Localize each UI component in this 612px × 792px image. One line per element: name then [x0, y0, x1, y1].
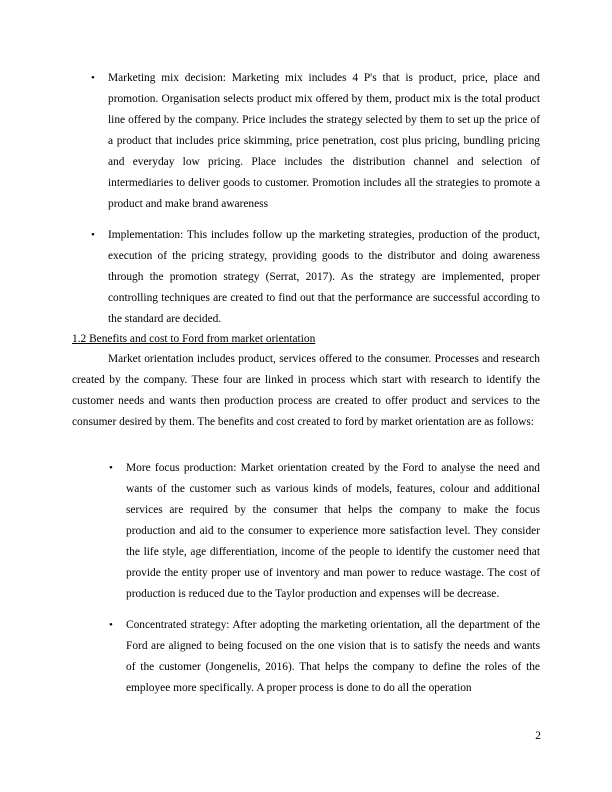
benefits-list: [0, 458, 612, 699]
list-item-text: More focus production: Market orientation created by the Ford to analyse the need and wants of the customer such as various kinds of models, features, colour and additional services are required by the consumer that helps the company to make the focus production and aid to the consumer to experience more satisfaction level. They consider the life style, age differentiation, income of the people to identify the customer need that provide the entity proper use of inventory and man power to reduce wastage. The cost of production is reduced due to the Taylor production and expenses will be decrease.: [126, 462, 540, 600]
section-heading: 1.2 Benefits and cost to Ford from market orientation: [72, 333, 316, 345]
list-item-implementation: [91, 225, 540, 330]
marketing-process-list: [0, 68, 612, 330]
bullet-icon: •: [91, 72, 95, 84]
list-item-concentrated-strategy: [109, 615, 540, 699]
bullet-icon: •: [109, 462, 113, 474]
list-item-text: Implementation: This includes follow up the marketing strategies, production of the product, execution of the pricing strategy, providing goods to the distributor and doing awareness through the promotion strategy (Serrat, 2017). As the strategy are implemented, proper controlling techniques are created to find out that the performance are successful according to the standard are decided.: [108, 229, 540, 325]
bullet-icon: •: [109, 619, 113, 631]
list-item-focus-production: [109, 458, 540, 605]
bullet-icon: •: [91, 229, 95, 241]
list-item-marketing-mix: [91, 68, 540, 215]
intro-paragraph: Market orientation includes product, services offered to the consumer. Processes and research created by the company. These four are linked in process which start with research to identify the customer needs and wants then production process are created to offer product and services to the consumer desired by them. The benefits and cost created to ford by market orientation are as follows:: [72, 353, 540, 428]
page-number: 2: [535, 730, 541, 742]
list-item-text: Marketing mix decision: Marketing mix includes 4 P's that is product, price, place and promotion. Organisation selects product mix offered by them, product mix is the total product line offered by the company. Price includes the strategy selected by them to set up the price of a product that includes price skimming, price penetration, cost plus pricing, bundling pricing and everyday low pricing. Place includes the distribution channel and selection of intermediaries to deliver goods to customer. Promotion includes all the strategies to promote a product and make brand awareness: [108, 72, 540, 210]
list-item-text: Concentrated strategy: After adopting the marketing orientation, all the department of the Ford are aligned to being focused on the one vision that is to satisfy the needs and wants of the customer (Jongenelis, 2016). That helps the company to define the roles of the employee more specifically. A proper process is done to do all the operation: [126, 619, 540, 694]
